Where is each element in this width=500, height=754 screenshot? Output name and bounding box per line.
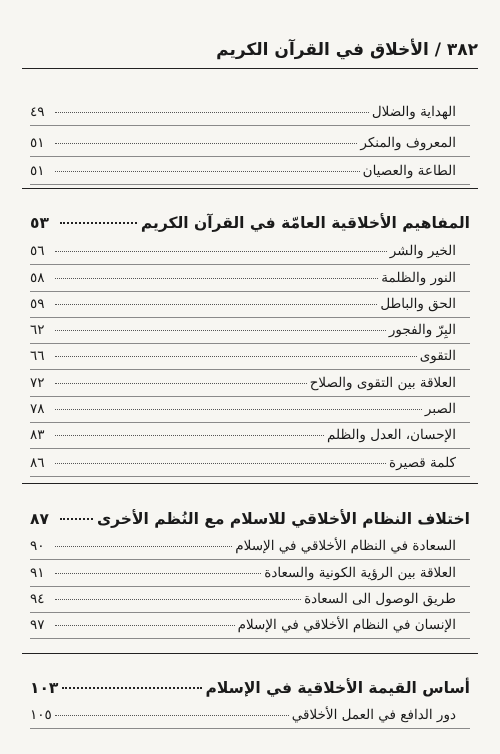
dot-leader: [55, 304, 377, 305]
dot-leader: [55, 625, 235, 626]
toc-entry: [30, 538, 456, 554]
toc-entry-page: ٥٩: [30, 296, 45, 312]
section-heading-title: أساس القيمة الأخلاقية في الإسلام: [205, 679, 470, 697]
section-heading: [30, 214, 470, 232]
toc-entry-title: دور الدافع في العمل الأخلاقي: [291, 707, 456, 723]
toc-entry: [30, 104, 456, 120]
dot-leader: [60, 222, 137, 224]
dot-leader: [55, 715, 289, 716]
dot-leader: [55, 409, 422, 410]
dot-leader: [55, 435, 324, 436]
dot-leader: [55, 251, 387, 252]
toc-entry: [30, 375, 456, 391]
toc-entry-page: ١٠٥: [30, 707, 52, 723]
section-heading: [30, 679, 470, 697]
toc-entry-title: الإنسان في النظام الأخلاقي في الإسلام: [237, 617, 456, 633]
section-heading-page: ١٠٣: [30, 679, 59, 697]
toc-entry: [30, 707, 456, 723]
section-heading-title: اختلاف النظام الأخلاقي للاسلام مع النُظم الأخرى: [96, 510, 470, 528]
toc-entry-page: ٨٦: [30, 455, 45, 471]
toc-entry-title: العلاقة بين الرؤية الكونية والسعادة: [264, 565, 456, 581]
row-rule: [30, 422, 470, 423]
toc-entry: [30, 565, 456, 581]
toc-entry-title: التقوى: [419, 348, 456, 364]
row-rule: [30, 317, 470, 318]
dot-leader: [55, 278, 378, 279]
toc-entry: [30, 455, 456, 471]
section-rule: [22, 653, 478, 654]
toc-entry: [30, 591, 456, 607]
row-rule: [30, 612, 470, 613]
row-rule: [30, 125, 470, 126]
toc-entry: [30, 617, 456, 633]
toc-entry-title: الهداية والضلال: [371, 104, 456, 120]
dot-leader: [60, 518, 93, 520]
header-rule: [22, 68, 478, 69]
toc-entry-title: الخير والشر: [389, 243, 456, 259]
section-rule: [22, 483, 478, 484]
toc-entry-page: ٨٣: [30, 427, 45, 443]
toc-entry: [30, 348, 456, 364]
toc-entry: [30, 163, 456, 179]
dot-leader: [62, 687, 201, 689]
dot-leader: [55, 330, 386, 331]
row-rule: [30, 448, 470, 449]
row-rule: [30, 156, 470, 157]
dot-leader: [55, 171, 360, 172]
toc-entry: [30, 243, 456, 259]
toc-entry-page: ٧٢: [30, 375, 45, 391]
dot-leader: [55, 599, 301, 600]
dot-leader: [55, 546, 232, 547]
toc-entry-page: ٦٦: [30, 348, 45, 364]
toc-entry: [30, 427, 456, 443]
toc-entry-page: ٥٨: [30, 270, 45, 286]
section-heading-title: المفاهيم الأخلاقية العامّة في القرآن الكريم: [140, 214, 470, 232]
toc-entry-title: النور والظلمة: [381, 270, 456, 286]
section-rule: [22, 188, 478, 189]
toc-entry-title: طريق الوصول الى السعادة: [304, 591, 456, 607]
toc-entry: [30, 296, 456, 312]
toc-entry: [30, 401, 456, 417]
toc-entry-title: البِرّ والفجور: [388, 322, 456, 338]
section-heading-page: ٨٧: [30, 510, 49, 528]
row-rule: [30, 291, 470, 292]
row-rule: [30, 343, 470, 344]
toc-entry-title: الصبر: [424, 401, 456, 417]
row-rule: [30, 559, 470, 560]
dot-leader: [55, 383, 307, 384]
row-rule: [30, 369, 470, 370]
toc-entry-page: ٥١: [30, 163, 45, 179]
toc-entry-title: السعادة في النظام الأخلاقي في الإسلام: [235, 538, 456, 554]
section-heading: [30, 510, 470, 528]
toc-entry: [30, 135, 456, 151]
toc-entry-page: ٤٩: [30, 104, 45, 120]
dot-leader: [55, 463, 386, 464]
row-rule: [30, 184, 470, 185]
toc-entry-page: ٦٢: [30, 322, 45, 338]
toc-entry-page: ٧٨: [30, 401, 45, 417]
toc-entry-title: الحق والباطل: [380, 296, 456, 312]
row-rule: [30, 476, 470, 477]
toc-entry-page: ٩٠: [30, 538, 45, 554]
dot-leader: [55, 112, 369, 113]
toc-entry: [30, 270, 456, 286]
toc-entry-page: ٥٦: [30, 243, 45, 259]
dot-leader: [55, 356, 417, 357]
toc-entry-title: الطاعة والعصيان: [362, 163, 456, 179]
row-rule: [30, 396, 470, 397]
toc-entry-title: الإحسان، العدل والظلم: [327, 427, 456, 443]
running-header: ٣٨٢ / الأخلاق في القرآن الكريم: [216, 40, 478, 60]
dot-leader: [55, 143, 357, 144]
section-heading-page: ٥٣: [30, 214, 49, 232]
toc-entry-page: ٩٧: [30, 617, 45, 633]
toc-entry: [30, 322, 456, 338]
toc-entry-title: العلاقة بين التقوى والصلاح: [309, 375, 456, 391]
toc-entry-title: المعروف والمنكر: [360, 135, 456, 151]
dot-leader: [55, 573, 261, 574]
row-rule: [30, 586, 470, 587]
row-rule: [30, 264, 470, 265]
row-rule: [30, 728, 470, 729]
toc-entry-page: ٩٤: [30, 591, 45, 607]
toc-entry-page: ٩١: [30, 565, 45, 581]
toc-entry-page: ٥١: [30, 135, 45, 151]
toc-entry-title: كلمة قصيرة: [389, 455, 456, 471]
row-rule: [30, 638, 470, 639]
